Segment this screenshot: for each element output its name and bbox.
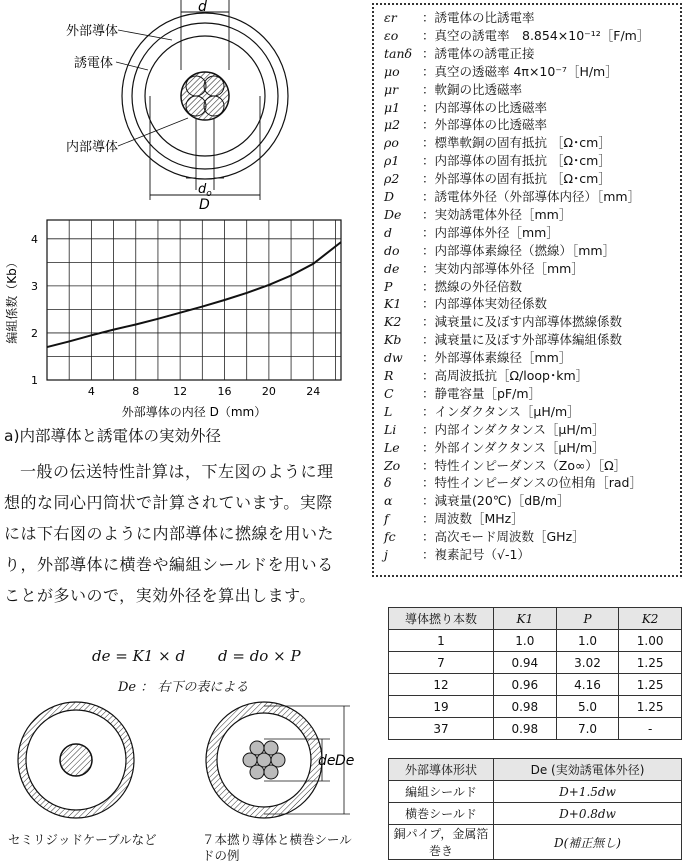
legend-description: ：インダクタンス［μH/m］	[422, 403, 580, 419]
legend-item	[384, 367, 588, 385]
legend-description: ：誘電体外径（外部導体内径）［mm］	[422, 189, 641, 204]
table-cell: 編組シールド	[389, 781, 494, 803]
table-cell: 7.0	[556, 718, 619, 740]
table-cell: D+0.8dw	[494, 803, 682, 825]
caption-semi-rigid: セミリジッドケーブルなど	[8, 832, 157, 847]
table-cell: 1.25	[619, 696, 682, 718]
cable-illustrations	[0, 698, 370, 828]
legend-symbol: Le	[384, 439, 400, 455]
dim-d-label: d	[198, 0, 207, 15]
caption-stranded: ７本撚り導体と横巻シールドの例	[202, 832, 352, 863]
legend-item	[384, 421, 605, 439]
legend-description: ：内部導体の固有抵抗 ［Ω･cm］	[422, 153, 611, 169]
x-tick-label: 24	[306, 385, 321, 398]
table-cell: D(補正無し)	[494, 825, 682, 860]
legend-item	[384, 260, 584, 278]
legend-symbol: do	[384, 242, 400, 258]
x-tick-label: 8	[132, 385, 140, 398]
legend-item	[384, 385, 541, 403]
legend-symbol: de	[384, 260, 400, 276]
de-label: de	[318, 753, 336, 769]
legend-description: ：高周波抵抗［Ω/loop･km］	[422, 368, 589, 383]
legend-symbol: R	[384, 368, 394, 383]
legend-description: ：真空の透磁率 4π×10⁻⁷［H/m］	[422, 63, 618, 79]
legend-item	[384, 457, 626, 475]
legend-symbol: Kb	[384, 332, 402, 348]
De-label: De	[335, 753, 355, 769]
legend-symbol: De	[384, 206, 402, 222]
legend-description: ：複素記号（√-1）	[422, 547, 530, 562]
table-cell: 3.02	[556, 652, 619, 674]
legend-symbol: εr	[384, 10, 397, 25]
table-cell: 1.25	[619, 652, 682, 674]
legend-description: ：周波数［MHz］	[422, 511, 524, 527]
table-cell: 横巻シールド	[389, 803, 494, 825]
table-cell: 37	[389, 718, 494, 740]
legend-item	[384, 45, 535, 63]
table-row	[389, 825, 682, 860]
paragraph-text: 一般の伝送特性計算は，下左図のように理想的な同心円筒状で計算されています。実際には下右図のように内部導体に撚線を用いたり，外部導体に横巻や編組シールドを用いることが多いので，実効外径を算出します。	[4, 462, 335, 605]
table-cell: 7	[389, 652, 494, 674]
legend-symbol: f	[384, 511, 389, 527]
table-cell: 5.0	[556, 696, 619, 718]
legend-item	[384, 295, 547, 313]
legend-symbol: D	[384, 189, 395, 204]
legend-item	[384, 63, 618, 81]
header-P: P	[556, 608, 619, 630]
legend-item	[384, 474, 642, 492]
y-tick-label: 3	[31, 279, 38, 293]
table-cell: D+1.5dw	[494, 781, 682, 803]
x-tick-label: 4	[87, 385, 95, 398]
legend-description: ：誘電体の誘電正接	[422, 45, 535, 61]
legend-description: ：減衰量に及ぼす外部導体編組係数	[422, 332, 623, 348]
dielectric-label: 誘電体	[74, 56, 114, 71]
x-tick-label: 12	[173, 385, 188, 398]
legend-symbol: Zo	[384, 457, 401, 473]
legend-description: ：特性インピーダンスの位相角［rad］	[422, 475, 642, 491]
legend-item	[384, 242, 615, 260]
legend-symbol: fc	[384, 529, 396, 545]
legend-item	[384, 278, 522, 296]
table-row	[389, 718, 682, 740]
legend-description: ：誘電体の比誘電率	[422, 10, 535, 25]
table-cell: 1.0	[556, 630, 619, 652]
legend-item	[384, 331, 622, 349]
legend-symbol: C	[384, 385, 394, 401]
legend-description: ：外部導体素線径［mm］	[422, 350, 572, 366]
table-header-row	[389, 759, 682, 781]
strand-table	[388, 607, 682, 740]
legend-symbol: Li	[384, 421, 397, 437]
table-cell: 12	[389, 674, 494, 696]
legend-description: ：真空の誘電率 8.854×10⁻¹²［F/m］	[422, 27, 650, 43]
legend-symbol: μo	[384, 63, 400, 79]
legend-description: ：軟銅の比透磁率	[422, 81, 523, 97]
x-tick-label: 20	[261, 385, 276, 398]
legend-symbol: ρ1	[384, 153, 400, 169]
legend-item	[384, 492, 570, 510]
table-cell: -	[619, 718, 682, 740]
y-tick-label: 2	[31, 326, 38, 340]
table-row	[389, 652, 682, 674]
coax-cross-section-diagram	[0, 0, 360, 212]
table-cell: 1.0	[494, 630, 557, 652]
table-row	[389, 674, 682, 696]
legend-item	[384, 439, 605, 457]
table-cell: 4.16	[556, 674, 619, 696]
legend-item	[384, 510, 524, 528]
outer-conductor-label: 外部導体	[66, 24, 119, 39]
symbol-legend	[372, 3, 682, 577]
legend-item	[384, 134, 611, 152]
legend-description: ：外部導体の比透磁率	[422, 117, 548, 133]
legend-description: ：静電容量［pF/m］	[422, 385, 542, 401]
legend-item	[384, 9, 535, 27]
legend-description: ：実効内部導体外径［mm］	[422, 260, 584, 276]
legend-symbol: P	[384, 278, 393, 294]
legend-symbol: ρo	[384, 135, 399, 151]
formula-de: de = K1 × d	[92, 647, 186, 665]
outer-conductor-table	[388, 758, 682, 860]
legend-description: ：減衰量に及ぼす内部導体撚線係数	[422, 314, 623, 330]
legend-item	[384, 81, 522, 99]
legend-symbol: α	[384, 493, 393, 509]
legend-description: ：内部インダクタンス［μH/m］	[422, 421, 605, 437]
legend-item	[384, 349, 571, 367]
table-cell: 1.00	[619, 630, 682, 652]
table-row	[389, 781, 682, 803]
legend-description: ：外部インダクタンス［μH/m］	[422, 439, 605, 455]
body-paragraph	[4, 456, 349, 611]
table-cell: 銅パイプ，金属箔巻き	[389, 825, 494, 860]
formula-De: De ： 右下の表による	[118, 680, 249, 695]
legend-symbol: K1	[384, 296, 402, 312]
legend-description: ：特性インピーダンス（Zo∞）［Ω］	[422, 457, 627, 473]
legend-description: ：内部導体の比透磁率	[422, 99, 548, 115]
legend-description: ：外部導体の固有抵抗 ［Ω･cm］	[422, 171, 611, 187]
braid-factor-chart	[0, 212, 360, 420]
legend-symbol: tanδ	[384, 45, 413, 61]
inner-conductor-label: 内部導体	[66, 140, 119, 155]
header-shape: 外部導体形状	[389, 759, 494, 781]
table-cell: 0.96	[494, 674, 557, 696]
legend-symbol: δ	[384, 475, 392, 491]
section-heading: a)内部導体と誘電体の実効外径	[4, 427, 222, 445]
header-K1: K1	[494, 608, 557, 630]
dim-D-label: D	[199, 197, 210, 212]
legend-description: ：内部導体外径［mm］	[422, 224, 559, 240]
legend-symbol: μ2	[384, 117, 401, 133]
table-row	[389, 630, 682, 652]
x-tick-label: 16	[217, 385, 232, 398]
dim-do-label: $d_o$	[198, 182, 212, 199]
legend-item	[384, 403, 580, 421]
legend-symbol: j	[384, 547, 388, 562]
header-De: De (実効誘電体外径)	[494, 759, 682, 781]
header-strand-count: 導体撚り本数	[389, 608, 494, 630]
legend-symbol: ρ2	[384, 171, 400, 187]
legend-description: ：標準軟銅の固有抵抗 ［Ω･cm］	[422, 135, 611, 151]
legend-item	[384, 528, 585, 546]
table-row	[389, 696, 682, 718]
legend-description: ：撚線の外径倍数	[422, 278, 523, 294]
y-tick-label: 4	[31, 232, 38, 246]
y-axis-label: 編組係数（Kb）	[5, 256, 19, 344]
legend-item	[384, 116, 547, 134]
legend-description: ：実効誘電体外径［mm］	[422, 206, 572, 222]
legend-item	[384, 170, 611, 188]
legend-symbol: L	[384, 403, 393, 419]
table-cell: 0.98	[494, 718, 557, 740]
table-cell: 19	[389, 696, 494, 718]
legend-item	[384, 152, 611, 170]
table-cell: 0.98	[494, 696, 557, 718]
table-cell: 1	[389, 630, 494, 652]
legend-description: ：減衰量(20℃)［dB/m］	[422, 493, 570, 509]
legend-symbol: εo	[384, 27, 399, 43]
legend-item	[384, 27, 649, 45]
legend-item	[384, 224, 559, 242]
legend-item	[384, 313, 622, 331]
table-cell: 0.94	[494, 652, 557, 674]
semi-rigid-inner	[60, 744, 92, 776]
legend-symbol: K2	[384, 314, 402, 330]
header-K2: K2	[619, 608, 682, 630]
legend-description: ：内部導体素線径（撚線）［mm］	[422, 242, 616, 258]
x-axis-label: 外部導体の内径 D（mm）	[121, 405, 267, 419]
legend-symbol: dw	[384, 350, 403, 366]
legend-symbol: μr	[384, 81, 399, 97]
legend-symbol: μ1	[384, 99, 401, 115]
table-cell: 1.25	[619, 674, 682, 696]
y-tick-label: 1	[31, 374, 38, 387]
legend-symbol: d	[384, 224, 393, 240]
legend-description: ：内部導体実効径係数	[422, 296, 548, 312]
formula-d: d = do × P	[218, 647, 301, 665]
legend-item	[384, 546, 530, 564]
table-row	[389, 803, 682, 825]
legend-item	[384, 188, 640, 206]
table-header-row	[389, 608, 682, 630]
legend-item	[384, 99, 547, 117]
legend-item	[384, 206, 571, 224]
legend-description: ：高次モード周波数［GHz］	[422, 529, 585, 545]
